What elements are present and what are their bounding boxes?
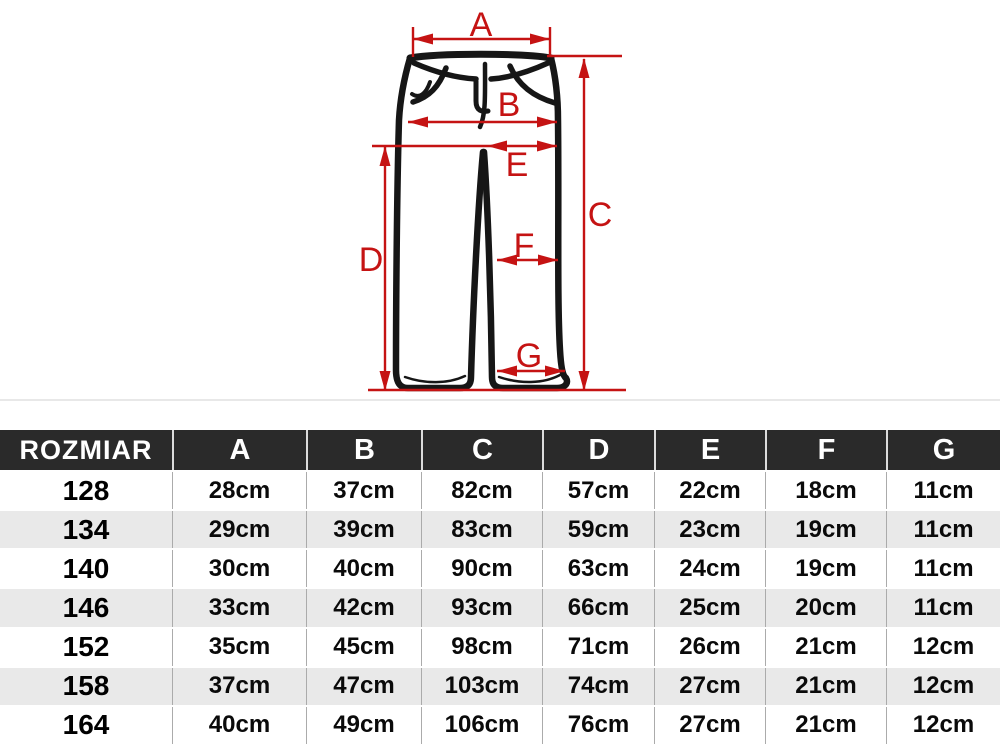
dim-label-g: G [515,337,543,375]
measurement-cell: 21cm [765,707,886,744]
left-hem-fold [405,376,465,382]
measurement-cell: 71cm [542,629,654,666]
table-row [0,548,1000,587]
waistband-bottom-right [491,63,548,79]
measurement-cell: 98cm [421,629,542,666]
measurement-cell: 90cm [421,550,542,587]
measurement-cell: 12cm [886,629,1000,666]
measurement-cell: 35cm [172,629,306,666]
measurement-cell: 11cm [886,472,1000,509]
dim-label-e: E [505,146,529,184]
table-top-divider [0,399,1000,401]
table-header-row [0,430,1000,470]
measurement-cell: 12cm [886,707,1000,744]
measurement-cell: 11cm [886,589,1000,626]
waistband-top-line [410,54,551,58]
size-cell: 164 [62,709,110,741]
size-cell: 134 [62,513,110,545]
measurement-cell: 25cm [654,589,765,626]
measurement-cell: 23cm [654,511,765,548]
size-cell: 146 [62,591,110,623]
measurement-cell: 57cm [542,472,654,509]
right-hem-fold [499,375,560,382]
measurement-cell: 33cm [172,589,306,626]
measurement-cell: 24cm [654,550,765,587]
measurement-cell: 37cm [172,668,306,705]
measurement-cell: 59cm [542,511,654,548]
measurement-cell: 21cm [765,668,886,705]
size-cell: 152 [62,631,110,663]
header-cell-rozmiar: ROZMIAR [0,430,172,470]
header-cell-g: G [886,430,1000,470]
measurement-cell: 74cm [542,668,654,705]
header-cell-b: B [306,430,421,470]
dim-label-c: C [587,196,613,234]
measurement-cell: 76cm [542,707,654,744]
header-cell-e: E [654,430,765,470]
measurement-cell: 49cm [306,707,421,744]
fly-seam [480,64,485,127]
table-row [0,666,1000,705]
size-table [0,430,1000,744]
size-cell: 140 [62,552,110,584]
measurement-cell: 19cm [765,511,886,548]
measurement-cell: 47cm [306,668,421,705]
size-cell: 158 [62,670,110,702]
header-cell-f: F [765,430,886,470]
measurement-cell: 20cm [765,589,886,626]
measurement-cell: 39cm [306,511,421,548]
measurement-cell: 103cm [421,668,542,705]
measurement-cell: 93cm [421,589,542,626]
measurement-cell: 21cm [765,629,886,666]
size-table-body [0,470,1000,744]
measurement-cell: 63cm [542,550,654,587]
dim-label-a: A [469,6,493,44]
table-row [0,587,1000,626]
measurement-cell: 27cm [654,707,765,744]
measurement-cell: 83cm [421,511,542,548]
measurement-cell: 29cm [172,511,306,548]
measurement-cell: 82cm [421,472,542,509]
measurement-cell: 19cm [765,550,886,587]
measurement-cell: 12cm [886,668,1000,705]
dim-label-d: D [358,241,384,279]
measurement-cell: 45cm [306,629,421,666]
table-row [0,470,1000,509]
dim-label-f: F [513,227,535,265]
measurement-cell: 42cm [306,589,421,626]
measurement-cell: 106cm [421,707,542,744]
header-cell-c: C [421,430,542,470]
measurement-cell: 28cm [172,472,306,509]
measurement-cell: 27cm [654,668,765,705]
measurement-cell: 37cm [306,472,421,509]
measurement-cell: 26cm [654,629,765,666]
dim-label-b: B [497,86,521,124]
table-row [0,705,1000,744]
measurement-cell: 66cm [542,589,654,626]
measurement-cell: 40cm [306,550,421,587]
measurement-cell: 11cm [886,550,1000,587]
measurement-cell: 11cm [886,511,1000,548]
table-row [0,627,1000,666]
measurement-cell: 40cm [172,707,306,744]
header-cell-a: A [172,430,306,470]
header-cell-d: D [542,430,654,470]
pants-left-silhouette [396,58,483,388]
measurement-cell: 22cm [654,472,765,509]
measurement-cell: 30cm [172,550,306,587]
size-cell: 128 [62,474,110,506]
table-row [0,509,1000,548]
measurement-cell: 18cm [765,472,886,509]
